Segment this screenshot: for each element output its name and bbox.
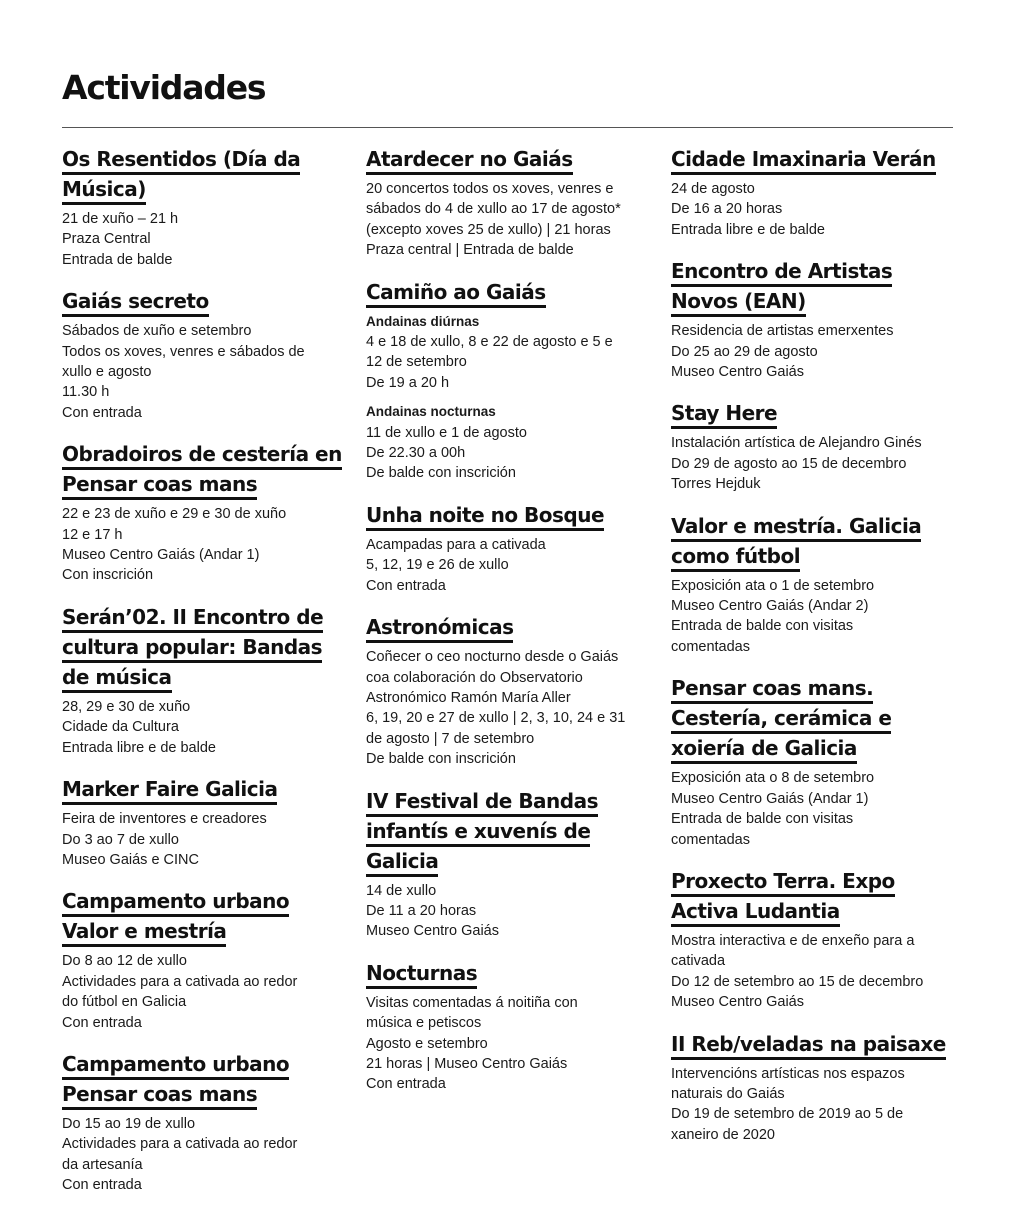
activity-detail-line: 21 horas | Museo Centro Gaiás bbox=[366, 1055, 568, 1072]
activity-item bbox=[62, 603, 352, 758]
activity-detail-line: 6, 19, 20 e 27 de xullo | 2, 3, 10, 24 e 31 bbox=[366, 710, 626, 727]
activity-title-line: Campamento urbano bbox=[62, 888, 289, 917]
activity-detail-line: Actividades para a cativada ao redor bbox=[62, 973, 298, 990]
activity-title-line: Unha noite no Bosque bbox=[366, 502, 604, 531]
activity-detail-line: Coñecer o ceo nocturno desde o Gaiás bbox=[366, 649, 619, 666]
activity-detail-line: Exposición ata o 8 de setembro bbox=[671, 770, 875, 787]
activity-detail-line: 21 de xuño – 21 h bbox=[62, 211, 179, 227]
activity-title bbox=[671, 1030, 961, 1060]
activity-detail-line: Entrada de balde con visitas bbox=[671, 811, 854, 828]
activity-detail-line: xaneiro de 2020 bbox=[671, 1126, 775, 1143]
activity-detail-line: Do 3 ao 7 de xullo bbox=[62, 831, 179, 848]
activity-details bbox=[671, 931, 961, 1013]
activity-title-line: Nocturnas bbox=[366, 960, 477, 989]
activity-details bbox=[62, 1114, 352, 1196]
activity-detail-line: 20 concertos todos os xoves, venres e bbox=[366, 181, 614, 197]
activity-detail-line: comentadas bbox=[671, 638, 750, 655]
activity-title bbox=[62, 603, 352, 693]
activity-details bbox=[671, 1064, 961, 1146]
activity-details bbox=[671, 321, 961, 382]
activity-title bbox=[671, 512, 961, 572]
activity-item bbox=[62, 887, 352, 1033]
activity-detail-line: Do 8 ao 12 de xullo bbox=[62, 953, 187, 970]
activity-detail-line: Praza central | Entrada de balde bbox=[366, 242, 574, 259]
activity-details bbox=[671, 433, 961, 494]
activity-details bbox=[671, 768, 961, 850]
activity-details bbox=[366, 993, 656, 1095]
activity-detail-line: Museo Centro Gaiás (Andar 2) bbox=[671, 598, 869, 615]
activity-item bbox=[62, 440, 352, 586]
activity-details bbox=[671, 576, 961, 658]
activity-item bbox=[62, 145, 352, 270]
activity-title-line: Pensar coas mans bbox=[62, 1081, 257, 1110]
activity-item bbox=[671, 1030, 961, 1146]
activity-details bbox=[366, 535, 656, 596]
activity-details bbox=[62, 321, 352, 423]
activity-item bbox=[62, 775, 352, 870]
activity-detail-line: 24 de agosto bbox=[671, 181, 755, 197]
activity-subheading: Andainas diúrnas bbox=[366, 313, 480, 329]
activity-title-line: infantís e xuvenís de bbox=[366, 818, 590, 847]
activity-item bbox=[366, 278, 656, 484]
activity-detail-line: 22 e 23 de xuño e 29 e 30 de xuño bbox=[62, 506, 287, 523]
activity-detail-line: Entrada libre e de balde bbox=[671, 221, 825, 238]
activity-detail-line: Con entrada bbox=[62, 1177, 142, 1194]
activity-title-line: II Reb/veladas na paisaxe bbox=[671, 1031, 946, 1060]
activity-detail-line: De 16 a 20 horas bbox=[671, 201, 783, 218]
activity-detail-line: Astronómico Ramón María Aller bbox=[366, 689, 571, 706]
page-title: Actividades bbox=[62, 68, 266, 107]
activity-title-line: Novos (EAN) bbox=[671, 288, 806, 317]
activity-details bbox=[366, 647, 656, 769]
activity-detail-line: (excepto xoves 25 de xullo) | 21 horas bbox=[366, 221, 611, 238]
activity-title bbox=[366, 613, 656, 643]
activity-detail-line: 11 de xullo e 1 de agosto bbox=[366, 424, 527, 441]
activity-title bbox=[366, 145, 656, 175]
activity-detail-line: cativada bbox=[671, 953, 726, 970]
activity-detail-line: Do 12 de setembro ao 15 de decembro bbox=[671, 973, 924, 990]
activity-detail-line: 12 e 17 h bbox=[62, 526, 123, 543]
title-divider bbox=[62, 127, 953, 128]
activity-detail-line: 28, 29 e 30 de xuño bbox=[62, 698, 191, 715]
activity-details bbox=[62, 504, 352, 586]
activity-detail-line: 14 de xullo bbox=[366, 882, 437, 899]
activity-title-line: Galicia bbox=[366, 848, 438, 877]
activity-detail-line: Acampadas para a cativada bbox=[366, 536, 546, 553]
activity-detail-line: Praza Central bbox=[62, 231, 151, 248]
activity-item bbox=[366, 787, 656, 942]
activity-detail-line: Con entrada bbox=[62, 404, 142, 421]
activity-detail-line: Museo Centro Gaiás bbox=[671, 994, 804, 1011]
activity-title bbox=[671, 867, 961, 927]
activity-title-line: Cestería, cerámica e bbox=[671, 705, 891, 734]
activity-details bbox=[62, 697, 352, 758]
activity-details bbox=[62, 951, 352, 1033]
activity-title bbox=[366, 501, 656, 531]
activity-item bbox=[671, 257, 961, 382]
activity-detail-line: Museo Gaiás e CINC bbox=[62, 851, 199, 868]
activity-detail-line: Do 15 ao 19 de xullo bbox=[62, 1115, 196, 1132]
activity-detail-line: Exposición ata o 1 de setembro bbox=[671, 577, 875, 594]
activity-details bbox=[62, 209, 352, 270]
activity-title-line: Valor e mestría. Galicia bbox=[671, 513, 921, 542]
activity-title-line: Pensar coas mans bbox=[62, 471, 257, 500]
activity-detail-line: Do 19 de setembro de 2019 ao 5 de bbox=[671, 1106, 904, 1123]
activity-detail-line: 4 e 18 de xullo, 8 e 22 de agosto e 5 e bbox=[366, 334, 613, 351]
activity-detail-line: Agosto e setembro bbox=[366, 1035, 488, 1052]
activity-title bbox=[366, 278, 656, 308]
activity-detail-line: 12 de setembro bbox=[366, 354, 467, 371]
activity-detail-line: 5, 12, 19 e 26 de xullo bbox=[366, 557, 509, 574]
activity-item bbox=[671, 399, 961, 494]
activity-detail-line: da artesanía bbox=[62, 1156, 143, 1173]
activity-detail-line: Con entrada bbox=[62, 1014, 142, 1031]
activity-title-line: IV Festival de Bandas bbox=[366, 788, 598, 817]
activity-title-line: Encontro de Artistas bbox=[671, 258, 892, 287]
activity-detail-line: Do 29 de agosto ao 15 de decembro bbox=[671, 455, 907, 472]
activity-title-line: Atardecer no Gaiás bbox=[366, 146, 573, 175]
activity-subheading: Andainas nocturnas bbox=[366, 404, 496, 420]
activity-title-line: Proxecto Terra. Expo bbox=[671, 868, 895, 897]
activity-detail-line: 11.30 h bbox=[62, 384, 110, 401]
activity-title-line: xoiería de Galicia bbox=[671, 735, 857, 764]
activity-title-line: Cidade Imaxinaria Verán bbox=[671, 146, 936, 175]
activity-detail-line: De balde con inscrición bbox=[366, 465, 516, 482]
activity-details bbox=[671, 179, 961, 240]
activity-detail-line: Visitas comentadas á noitiña con bbox=[366, 994, 578, 1011]
activity-detail-line: coa colaboración do Observatorio bbox=[366, 669, 583, 686]
activity-title-line: Marker Faire Galicia bbox=[62, 776, 277, 805]
activity-title bbox=[62, 145, 352, 205]
activity-title-line: Camiño ao Gaiás bbox=[366, 279, 546, 308]
activity-item bbox=[671, 674, 961, 850]
activity-detail-line: Entrada de balde bbox=[62, 251, 173, 268]
activity-detail-line: De 19 a 20 h bbox=[366, 374, 450, 391]
activity-detail-line: Con entrada bbox=[366, 1076, 446, 1093]
activity-detail-line: Entrada de balde con visitas bbox=[671, 618, 854, 635]
activity-detail-line: Torres Hejduk bbox=[671, 476, 761, 493]
activity-title-line: Gaiás secreto bbox=[62, 288, 209, 317]
activity-item bbox=[366, 501, 656, 596]
activity-detail-line: Residencia de artistas emerxentes bbox=[671, 323, 894, 340]
activity-title-line: Música) bbox=[62, 176, 146, 205]
activity-item bbox=[366, 613, 656, 769]
activity-detail-line: Entrada libre e de balde bbox=[62, 739, 216, 756]
activity-title bbox=[62, 440, 352, 500]
activity-details bbox=[366, 312, 656, 484]
activity-detail-line: Cidade da Cultura bbox=[62, 719, 179, 736]
activity-detail-line: naturais do Gaiás bbox=[671, 1085, 785, 1102]
activity-title bbox=[62, 887, 352, 947]
activity-detail-line: do fútbol en Galicia bbox=[62, 994, 187, 1011]
activity-title-line: Stay Here bbox=[671, 400, 777, 429]
activity-detail-line: Con inscrición bbox=[62, 567, 154, 584]
activity-detail-line: Museo Centro Gaiás bbox=[671, 364, 804, 381]
activity-detail-line: Con entrada bbox=[366, 577, 446, 594]
activity-detail-line: Sábados de xuño e setembro bbox=[62, 323, 252, 340]
activity-item bbox=[62, 1050, 352, 1196]
activity-detail-line: Do 25 ao 29 de agosto bbox=[671, 343, 818, 360]
activity-title bbox=[671, 399, 961, 429]
activity-title-line: Pensar coas mans. bbox=[671, 675, 873, 704]
activity-title bbox=[366, 787, 656, 877]
activity-title bbox=[671, 257, 961, 317]
activity-title bbox=[671, 145, 961, 175]
activity-item bbox=[671, 867, 961, 1013]
activity-detail-line: Feira de inventores e creadores bbox=[62, 811, 267, 828]
activity-title-line: Obradoiros de cestería en bbox=[62, 441, 342, 470]
activity-title bbox=[671, 674, 961, 764]
activity-detail-line: Museo Centro Gaiás (Andar 1) bbox=[62, 547, 260, 564]
activity-detail-line: De 22.30 a 00h bbox=[366, 445, 466, 462]
activity-detail-line: Museo Centro Gaiás (Andar 1) bbox=[671, 790, 869, 807]
activity-item bbox=[671, 145, 961, 240]
activity-title bbox=[366, 959, 656, 989]
activity-detail-line: Todos os xoves, venres e sábados de bbox=[62, 343, 305, 360]
activity-detail-line: comentadas bbox=[671, 831, 750, 848]
activity-item bbox=[366, 959, 656, 1095]
activity-detail-line: Actividades para a cativada ao redor bbox=[62, 1136, 298, 1153]
activity-detail-line: xullo e agosto bbox=[62, 364, 152, 381]
activity-details bbox=[62, 809, 352, 870]
activities-column-1 bbox=[62, 145, 352, 1213]
activity-item bbox=[366, 145, 656, 261]
activity-title-line: Activa Ludantia bbox=[671, 898, 840, 927]
activity-details bbox=[366, 881, 656, 942]
spacer bbox=[366, 393, 656, 402]
activity-title-line: Astronómicas bbox=[366, 614, 513, 643]
activity-title bbox=[62, 1050, 352, 1110]
activity-title-line: cultura popular: Bandas bbox=[62, 634, 322, 663]
activity-title bbox=[62, 775, 352, 805]
activity-detail-line: De balde con inscrición bbox=[366, 751, 516, 768]
activity-detail-line: De 11 a 20 horas bbox=[366, 902, 477, 919]
activity-detail-line: música e petiscos bbox=[366, 1015, 482, 1032]
activity-title bbox=[62, 287, 352, 317]
activity-detail-line: Mostra interactiva e de enxeño para a bbox=[671, 932, 915, 949]
activity-title-line: Os Resentidos (Día da bbox=[62, 146, 300, 175]
activity-details bbox=[366, 179, 656, 261]
activity-title-line: como fútbol bbox=[671, 543, 800, 572]
activity-item bbox=[62, 287, 352, 423]
activity-detail-line: de agosto | 7 de setembro bbox=[366, 730, 535, 747]
activity-detail-line: Museo Centro Gaiás bbox=[366, 923, 499, 940]
activity-title-line: de música bbox=[62, 664, 172, 693]
activity-title-line: Serán’02. II Encontro de bbox=[62, 604, 323, 633]
activities-column-3 bbox=[671, 145, 961, 1162]
activity-detail-line: sábados do 4 de xullo ao 17 de agosto* bbox=[366, 201, 621, 218]
activity-title-line: Campamento urbano bbox=[62, 1051, 289, 1080]
activity-detail-line: Intervencións artísticas nos espazos bbox=[671, 1065, 905, 1082]
activities-column-2 bbox=[366, 145, 656, 1112]
activity-title-line: Valor e mestría bbox=[62, 918, 226, 947]
activity-detail-line: Instalación artística de Alejandro Ginés bbox=[671, 435, 922, 452]
activity-item bbox=[671, 512, 961, 658]
